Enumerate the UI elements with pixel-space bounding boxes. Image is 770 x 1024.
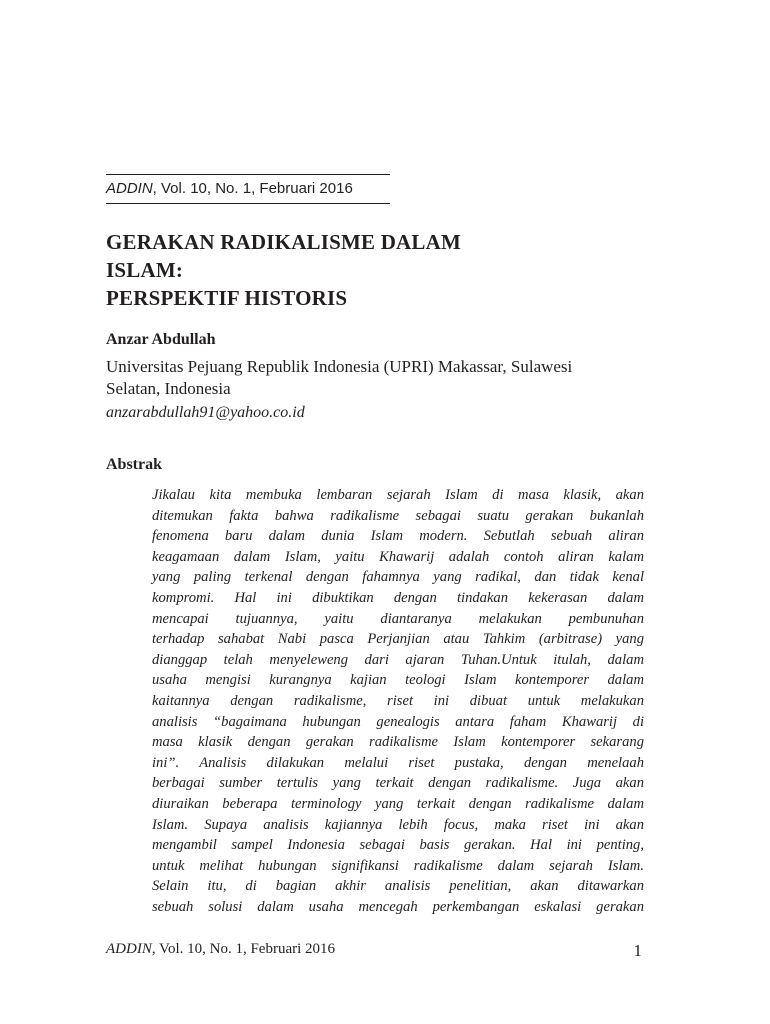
abstract-line: keagamaan dalam Islam, yaitu Khawarij adalah contoh aliran kalam <box>152 548 644 565</box>
abstract-line: sebuah solusi dalam usaha mencegah perkembangan eskalasi gerakan <box>152 898 644 915</box>
title-line-2: ISLAM: <box>106 258 184 282</box>
abstract-line: Jikalau kita membuka lembaran sejarah Islam di masa klasik, akan <box>152 487 644 503</box>
abstract-line: Islam. Supaya analisis kajiannya lebih focus, maka riset ini akan <box>152 816 644 833</box>
abstract-line: Selain itu, di bagian akhir analisis penelitian, akan ditawarkan <box>152 878 644 895</box>
abstract-line: ditemukan fakta bahwa radikalisme sebagai suatu gerakan bukanlah <box>152 507 644 524</box>
article-title <box>106 228 461 312</box>
title-line-1: GERAKAN RADIKALISME DALAM <box>106 230 462 254</box>
abstract-line: kompromi. Hal ini dibuktikan dengan tindakan kekerasan dalam <box>152 589 644 606</box>
footer-citation <box>106 941 335 961</box>
abstract-line: ini”. Analisis dilakukan melalui riset pustaka, dengan menelaah <box>152 754 644 771</box>
abstract-line: terhadap sahabat Nabi pasca Perjanjian atau Tahkim (arbitrase) yang <box>152 631 644 648</box>
abstract-line: mencapai tujuannya, yaitu diantaranya melakukan pembunuhan <box>152 610 644 627</box>
footer-journal-name: ADDIN <box>106 941 152 957</box>
abstract-line: diuraikan beberapa terminology yang terkait dengan radikalisme dalam <box>152 795 644 812</box>
footer-issue: , Vol. 10, No. 1, Februari 2016 <box>151 941 336 957</box>
abstract-line: kaitannya dengan radikalisme, riset ini dibuat untuk melakukan <box>152 692 644 709</box>
abstract-heading: Abstrak <box>106 456 163 473</box>
abstract-line: masa klasik dengan gerakan radikalisme Islam kontemporer sekarang <box>152 734 644 751</box>
abstract-line: fenomena baru dalam dunia Islam modern. Sebutlah sebuah aliran <box>152 528 644 545</box>
abstract-line: dianggap telah menyeleweng dari ajaran Tuhan.Untuk itulah, dalam <box>152 651 644 668</box>
abstract-body <box>152 485 644 917</box>
abstract-line: untuk melihat hubungan signifikansi radikalisme dalam sejarah Islam. <box>152 857 644 874</box>
journal-issue: , Vol. 10, No. 1, Februari 2016 <box>152 180 353 197</box>
affiliation-line-2: Selatan, Indonesia <box>106 379 231 398</box>
journal-name: ADDIN <box>106 180 153 197</box>
author-name: Anzar Abdullah <box>106 331 216 348</box>
abstract-line: mengambil sampel Indonesia sebagai basis gerakan. Hal ini penting, <box>152 837 644 854</box>
author-email: anzarabdullah91@yahoo.co.id <box>106 404 305 421</box>
abstract-line: yang paling terkenal dengan fahamnya yang radikal, dan tidak kenal <box>152 569 644 586</box>
affiliation-line-1: Universitas Pejuang Republik Indonesia (UPRI) Makassar, Sulawesi <box>106 357 573 376</box>
title-line-3: PERSPEKTIF HISTORIS <box>106 286 348 310</box>
abstract-line: berbagai sumber tertulis yang terkait dengan radikalisme. Juga akan <box>152 775 644 792</box>
page-footer <box>106 941 642 961</box>
running-header <box>106 174 390 204</box>
abstract-line: usaha mengisi kurangnya kajian teologi Islam kontemporer dalam <box>152 672 644 689</box>
page-number: 1 <box>633 941 642 960</box>
author-affiliation <box>106 356 666 400</box>
abstract-line: analisis “bagaimana hubungan genealogis antara faham Khawarij di <box>152 713 644 730</box>
